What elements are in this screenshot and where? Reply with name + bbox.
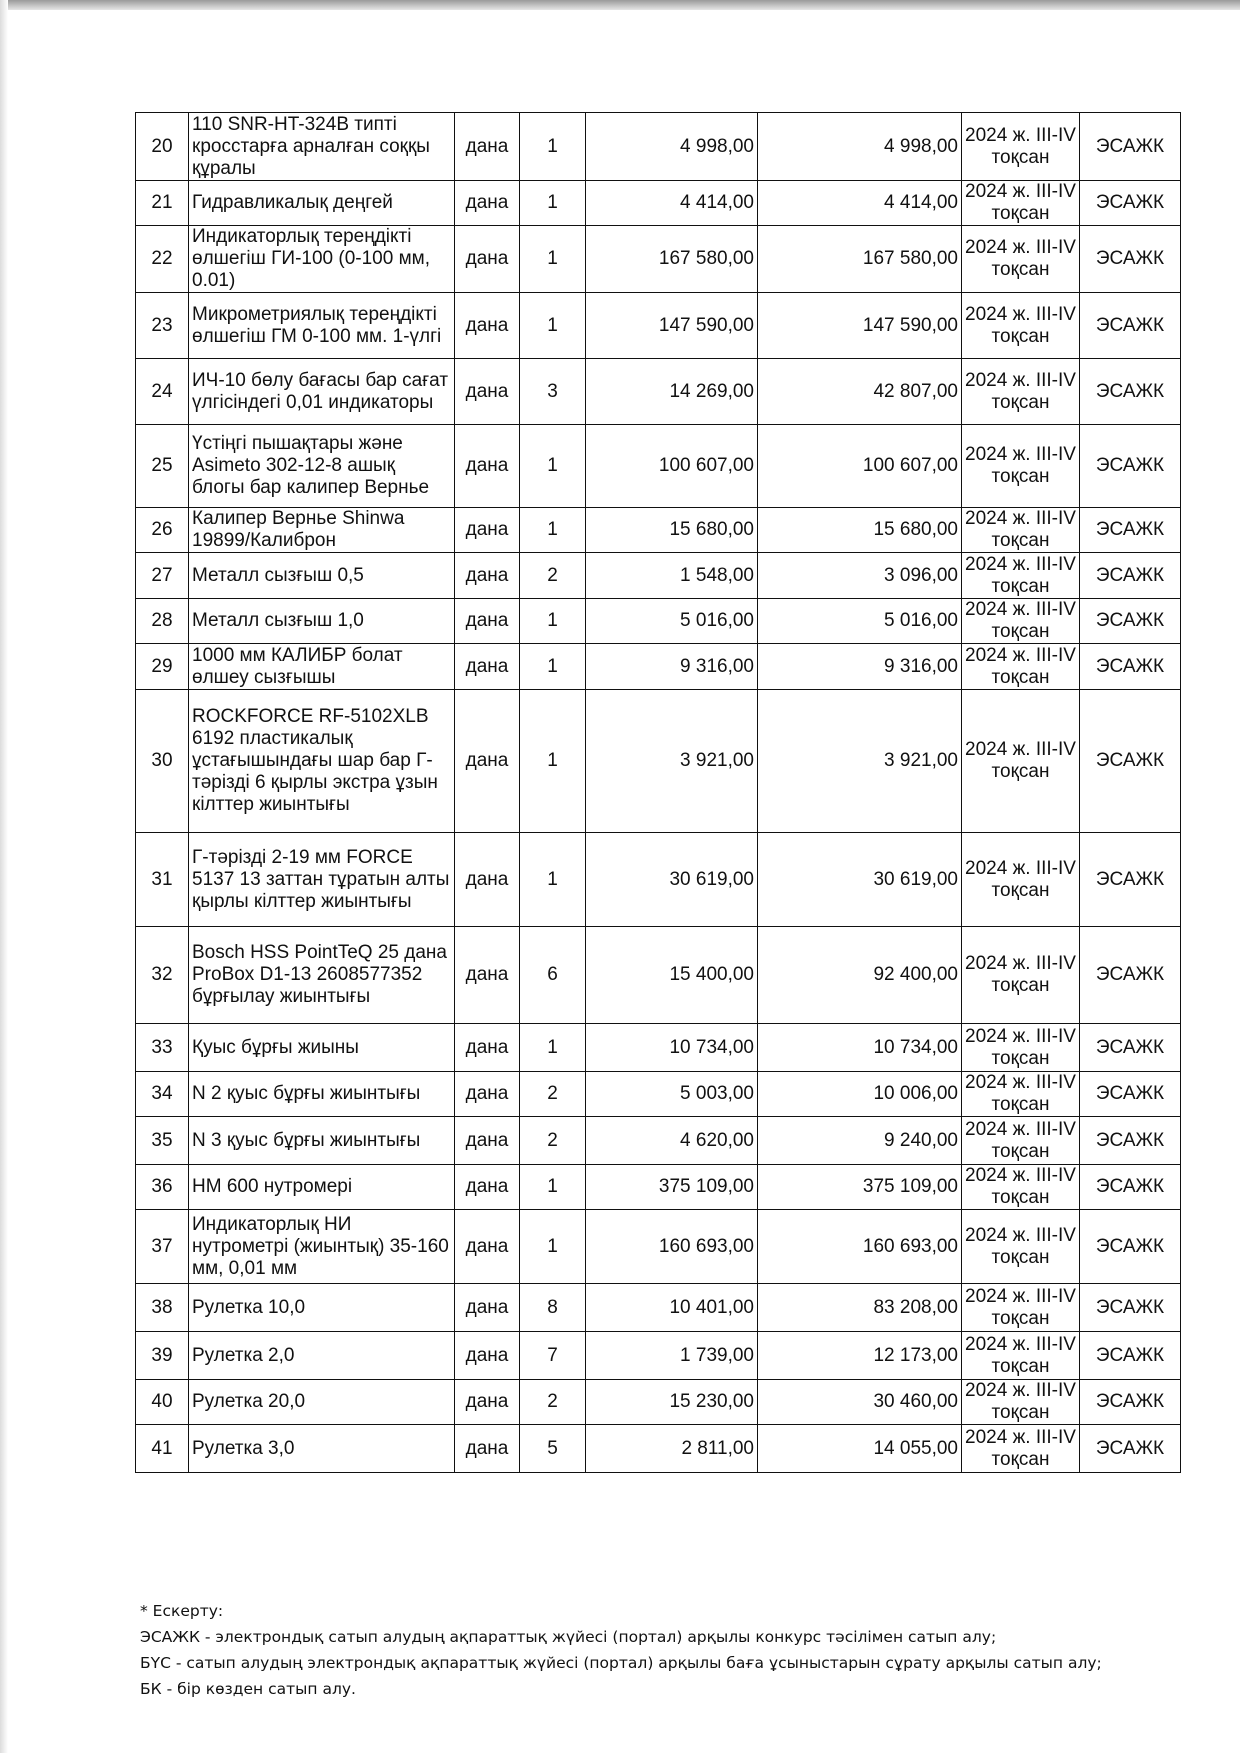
- cell-price: 4 620,00: [586, 1117, 758, 1165]
- cell-price: 5 003,00: [586, 1072, 758, 1117]
- scan-top-border: [0, 0, 1240, 10]
- cell-method: ЭСАЖК: [1080, 359, 1181, 425]
- cell-total: 160 693,00: [758, 1210, 962, 1284]
- cell-period: 2024 ж. III-IV тоқсан: [962, 599, 1080, 644]
- cell-name: N 3 қуыс бұрғы жиынтығы: [189, 1117, 455, 1165]
- scan-left-shade: [0, 0, 8, 1753]
- cell-period: 2024 ж. III-IV тоқсан: [962, 1117, 1080, 1165]
- cell-name: Bosch HSS PointTeQ 25 дана ProBox D1-13 2608577352 бұрғылау жиынтығы: [189, 927, 455, 1024]
- cell-num: 26: [136, 508, 189, 553]
- cell-name: Рулетка 10,0: [189, 1284, 455, 1332]
- cell-unit: дана: [455, 359, 520, 425]
- cell-qty: 1: [520, 1165, 586, 1210]
- cell-price: 15 680,00: [586, 508, 758, 553]
- cell-name: Рулетка 3,0: [189, 1425, 455, 1473]
- table-row: [136, 293, 1181, 359]
- cell-price: 10 401,00: [586, 1284, 758, 1332]
- table-row: [136, 359, 1181, 425]
- cell-total: 9 240,00: [758, 1117, 962, 1165]
- cell-unit: дана: [455, 644, 520, 690]
- cell-price: 147 590,00: [586, 293, 758, 359]
- notes-line-bus: БҮС - сатып алудың электрондық ақпараттық жүйесі (портал) арқылы баға ұсыныстарын сұрату арқылы сатып алу;: [140, 1654, 1102, 1672]
- cell-unit: дана: [455, 293, 520, 359]
- cell-name: Қуыс бұрғы жиыны: [189, 1024, 455, 1072]
- cell-qty: 2: [520, 1072, 586, 1117]
- cell-method: ЭСАЖК: [1080, 1425, 1181, 1473]
- cell-qty: 3: [520, 359, 586, 425]
- cell-price: 4 414,00: [586, 181, 758, 226]
- cell-unit: дана: [455, 226, 520, 293]
- cell-unit: дана: [455, 1284, 520, 1332]
- cell-price: 1 548,00: [586, 553, 758, 599]
- cell-num: 41: [136, 1425, 189, 1473]
- cell-method: ЭСАЖК: [1080, 508, 1181, 553]
- table-row: [136, 113, 1181, 181]
- cell-period: 2024 ж. III-IV тоқсан: [962, 1425, 1080, 1473]
- cell-total: 4 998,00: [758, 113, 962, 181]
- cell-unit: дана: [455, 1332, 520, 1380]
- cell-price: 15 400,00: [586, 927, 758, 1024]
- cell-qty: 1: [520, 181, 586, 226]
- cell-method: ЭСАЖК: [1080, 293, 1181, 359]
- cell-unit: дана: [455, 425, 520, 508]
- cell-name: Рулетка 20,0: [189, 1380, 455, 1425]
- cell-unit: дана: [455, 833, 520, 927]
- cell-price: 10 734,00: [586, 1024, 758, 1072]
- cell-period: 2024 ж. III-IV тоқсан: [962, 553, 1080, 599]
- cell-price: 15 230,00: [586, 1380, 758, 1425]
- cell-price: 100 607,00: [586, 425, 758, 508]
- cell-total: 14 055,00: [758, 1425, 962, 1473]
- notes-line-bk: БК - бір көзден сатып алу.: [140, 1680, 356, 1698]
- cell-name: Индикаторлық тереңдікті өлшегіш ГИ-100 (0-100 мм, 0.01): [189, 226, 455, 293]
- table-row: [136, 226, 1181, 293]
- cell-num: 32: [136, 927, 189, 1024]
- cell-num: 33: [136, 1024, 189, 1072]
- cell-price: 160 693,00: [586, 1210, 758, 1284]
- cell-method: ЭСАЖК: [1080, 425, 1181, 508]
- cell-num: 21: [136, 181, 189, 226]
- cell-method: ЭСАЖК: [1080, 113, 1181, 181]
- cell-qty: 1: [520, 293, 586, 359]
- cell-num: 31: [136, 833, 189, 927]
- notes-line-esazhk: ЭСАЖК - электрондық сатып алудың ақпараттық жүйесі (портал) арқылы конкурс тәсілімен сатып алу;: [140, 1628, 997, 1646]
- table-row: [136, 1425, 1181, 1473]
- cell-num: 34: [136, 1072, 189, 1117]
- table-row: [136, 927, 1181, 1024]
- cell-total: 15 680,00: [758, 508, 962, 553]
- cell-period: 2024 ж. III-IV тоқсан: [962, 690, 1080, 833]
- cell-total: 375 109,00: [758, 1165, 962, 1210]
- cell-price: 3 921,00: [586, 690, 758, 833]
- cell-unit: дана: [455, 1117, 520, 1165]
- cell-period: 2024 ж. III-IV тоқсан: [962, 508, 1080, 553]
- cell-num: 28: [136, 599, 189, 644]
- cell-period: 2024 ж. III-IV тоқсан: [962, 181, 1080, 226]
- cell-num: 29: [136, 644, 189, 690]
- table-row: [136, 425, 1181, 508]
- cell-total: 9 316,00: [758, 644, 962, 690]
- cell-period: 2024 ж. III-IV тоқсан: [962, 113, 1080, 181]
- cell-qty: 1: [520, 599, 586, 644]
- cell-qty: 1: [520, 1024, 586, 1072]
- cell-total: 92 400,00: [758, 927, 962, 1024]
- cell-name: Гидравликалық деңгей: [189, 181, 455, 226]
- cell-unit: дана: [455, 508, 520, 553]
- cell-total: 42 807,00: [758, 359, 962, 425]
- cell-total: 3 921,00: [758, 690, 962, 833]
- cell-method: ЭСАЖК: [1080, 1380, 1181, 1425]
- cell-method: ЭСАЖК: [1080, 226, 1181, 293]
- cell-price: 167 580,00: [586, 226, 758, 293]
- cell-unit: дана: [455, 1425, 520, 1473]
- table-row: [136, 833, 1181, 927]
- cell-num: 40: [136, 1380, 189, 1425]
- cell-unit: дана: [455, 113, 520, 181]
- cell-price: 2 811,00: [586, 1425, 758, 1473]
- cell-qty: 1: [520, 690, 586, 833]
- cell-num: 22: [136, 226, 189, 293]
- cell-qty: 1: [520, 833, 586, 927]
- cell-total: 30 460,00: [758, 1380, 962, 1425]
- table-row: [136, 1165, 1181, 1210]
- cell-qty: 1: [520, 1210, 586, 1284]
- cell-total: 3 096,00: [758, 553, 962, 599]
- cell-method: ЭСАЖК: [1080, 1332, 1181, 1380]
- cell-method: ЭСАЖК: [1080, 181, 1181, 226]
- table-row: [136, 1072, 1181, 1117]
- cell-price: 4 998,00: [586, 113, 758, 181]
- cell-total: 83 208,00: [758, 1284, 962, 1332]
- cell-qty: 1: [520, 226, 586, 293]
- cell-num: 27: [136, 553, 189, 599]
- cell-unit: дана: [455, 1165, 520, 1210]
- cell-method: ЭСАЖК: [1080, 553, 1181, 599]
- cell-name: ROCKFORCE RF-5102XLB 6192 пластикалық ұстағышындағы шар бар Г-тәрізді 6 қырлы экстра ұзын кілттер жиынтығы: [189, 690, 455, 833]
- cell-total: 10 734,00: [758, 1024, 962, 1072]
- table-row: [136, 553, 1181, 599]
- table-row: [136, 1332, 1181, 1380]
- cell-name: Калипер Верньe Shinwa 19899/Калиброн: [189, 508, 455, 553]
- cell-qty: 1: [520, 425, 586, 508]
- cell-total: 167 580,00: [758, 226, 962, 293]
- cell-num: 20: [136, 113, 189, 181]
- cell-name: Металл сызғыш 1,0: [189, 599, 455, 644]
- cell-price: 14 269,00: [586, 359, 758, 425]
- cell-period: 2024 ж. III-IV тоқсан: [962, 1024, 1080, 1072]
- cell-total: 12 173,00: [758, 1332, 962, 1380]
- cell-qty: 2: [520, 553, 586, 599]
- cell-name: Рулетка 2,0: [189, 1332, 455, 1380]
- cell-qty: 8: [520, 1284, 586, 1332]
- cell-unit: дана: [455, 1024, 520, 1072]
- cell-total: 100 607,00: [758, 425, 962, 508]
- cell-unit: дана: [455, 1072, 520, 1117]
- table-row: [136, 1117, 1181, 1165]
- cell-name: Металл сызғыш 0,5: [189, 553, 455, 599]
- cell-total: 5 016,00: [758, 599, 962, 644]
- cell-num: 30: [136, 690, 189, 833]
- table-row: [136, 181, 1181, 226]
- cell-name: Микрометриялық тереңдікті өлшегіш ГМ 0-100 мм. 1-үлгі: [189, 293, 455, 359]
- cell-period: 2024 ж. III-IV тоқсан: [962, 644, 1080, 690]
- cell-unit: дана: [455, 599, 520, 644]
- cell-unit: дана: [455, 1210, 520, 1284]
- cell-total: 30 619,00: [758, 833, 962, 927]
- table-row: [136, 508, 1181, 553]
- cell-num: 23: [136, 293, 189, 359]
- cell-qty: 2: [520, 1380, 586, 1425]
- cell-method: ЭСАЖК: [1080, 1284, 1181, 1332]
- cell-total: 4 414,00: [758, 181, 962, 226]
- cell-period: 2024 ж. III-IV тоқсан: [962, 1380, 1080, 1425]
- cell-method: ЭСАЖК: [1080, 1024, 1181, 1072]
- cell-price: 30 619,00: [586, 833, 758, 927]
- cell-period: 2024 ж. III-IV тоқсан: [962, 1210, 1080, 1284]
- cell-method: ЭСАЖК: [1080, 690, 1181, 833]
- cell-price: 375 109,00: [586, 1165, 758, 1210]
- procurement-table: [135, 112, 1181, 1473]
- cell-unit: дана: [455, 1380, 520, 1425]
- table-body: [136, 113, 1181, 1473]
- cell-method: ЭСАЖК: [1080, 644, 1181, 690]
- cell-period: 2024 ж. III-IV тоқсан: [962, 226, 1080, 293]
- cell-num: 24: [136, 359, 189, 425]
- cell-method: ЭСАЖК: [1080, 927, 1181, 1024]
- cell-total: 10 006,00: [758, 1072, 962, 1117]
- table-row: [136, 644, 1181, 690]
- cell-qty: 1: [520, 508, 586, 553]
- cell-num: 35: [136, 1117, 189, 1165]
- cell-qty: 1: [520, 644, 586, 690]
- cell-qty: 7: [520, 1332, 586, 1380]
- cell-method: ЭСАЖК: [1080, 1165, 1181, 1210]
- cell-period: 2024 ж. III-IV тоқсан: [962, 927, 1080, 1024]
- cell-period: 2024 ж. III-IV тоқсан: [962, 1072, 1080, 1117]
- cell-num: 38: [136, 1284, 189, 1332]
- table-row: [136, 1210, 1181, 1284]
- cell-qty: 6: [520, 927, 586, 1024]
- cell-unit: дана: [455, 690, 520, 833]
- cell-method: ЭСАЖК: [1080, 833, 1181, 927]
- cell-method: ЭСАЖК: [1080, 1210, 1181, 1284]
- cell-period: 2024 ж. III-IV тоқсан: [962, 359, 1080, 425]
- cell-name: N 2 қуыс бұрғы жиынтығы: [189, 1072, 455, 1117]
- table-row: [136, 599, 1181, 644]
- cell-name: 1000 мм КАЛИБР болат өлшеу сызғышы: [189, 644, 455, 690]
- cell-method: ЭСАЖК: [1080, 599, 1181, 644]
- cell-period: 2024 ж. III-IV тоқсан: [962, 1332, 1080, 1380]
- cell-num: 25: [136, 425, 189, 508]
- cell-period: 2024 ж. III-IV тоқсан: [962, 833, 1080, 927]
- cell-unit: дана: [455, 927, 520, 1024]
- cell-price: 5 016,00: [586, 599, 758, 644]
- notes-title: * Ескерту:: [140, 1602, 224, 1620]
- cell-period: 2024 ж. III-IV тоқсан: [962, 293, 1080, 359]
- cell-price: 9 316,00: [586, 644, 758, 690]
- cell-qty: 2: [520, 1117, 586, 1165]
- cell-name: ИЧ-10 бөлу бағасы бар сағат үлгісіндегі 0,01 индикаторы: [189, 359, 455, 425]
- cell-period: 2024 ж. III-IV тоқсан: [962, 1284, 1080, 1332]
- cell-name: 110 SNR-HT-324B типті кросстарға арналған соққы құралы: [189, 113, 455, 181]
- cell-method: ЭСАЖК: [1080, 1072, 1181, 1117]
- cell-num: 39: [136, 1332, 189, 1380]
- cell-num: 37: [136, 1210, 189, 1284]
- table-row: [136, 1380, 1181, 1425]
- cell-name: НМ 600 нутромері: [189, 1165, 455, 1210]
- cell-unit: дана: [455, 181, 520, 226]
- cell-name: Индикаторлық НИ нутрометрі (жиынтық) 35-160 мм, 0,01 мм: [189, 1210, 455, 1284]
- cell-method: ЭСАЖК: [1080, 1117, 1181, 1165]
- table-row: [136, 1284, 1181, 1332]
- cell-num: 36: [136, 1165, 189, 1210]
- cell-price: 1 739,00: [586, 1332, 758, 1380]
- cell-qty: 5: [520, 1425, 586, 1473]
- cell-qty: 1: [520, 113, 586, 181]
- cell-name: Үстіңгі пышақтары және Asimeto 302-12-8 ашық блогы бар калипер Верньe: [189, 425, 455, 508]
- footnotes: [140, 1598, 1102, 1702]
- cell-period: 2024 ж. III-IV тоқсан: [962, 425, 1080, 508]
- table-row: [136, 690, 1181, 833]
- cell-name: Г-тәрізді 2-19 мм FORCE 5137 13 заттан тұратын алты қырлы кілттер жиынтығы: [189, 833, 455, 927]
- cell-period: 2024 ж. III-IV тоқсан: [962, 1165, 1080, 1210]
- table-row: [136, 1024, 1181, 1072]
- cell-unit: дана: [455, 553, 520, 599]
- cell-total: 147 590,00: [758, 293, 962, 359]
